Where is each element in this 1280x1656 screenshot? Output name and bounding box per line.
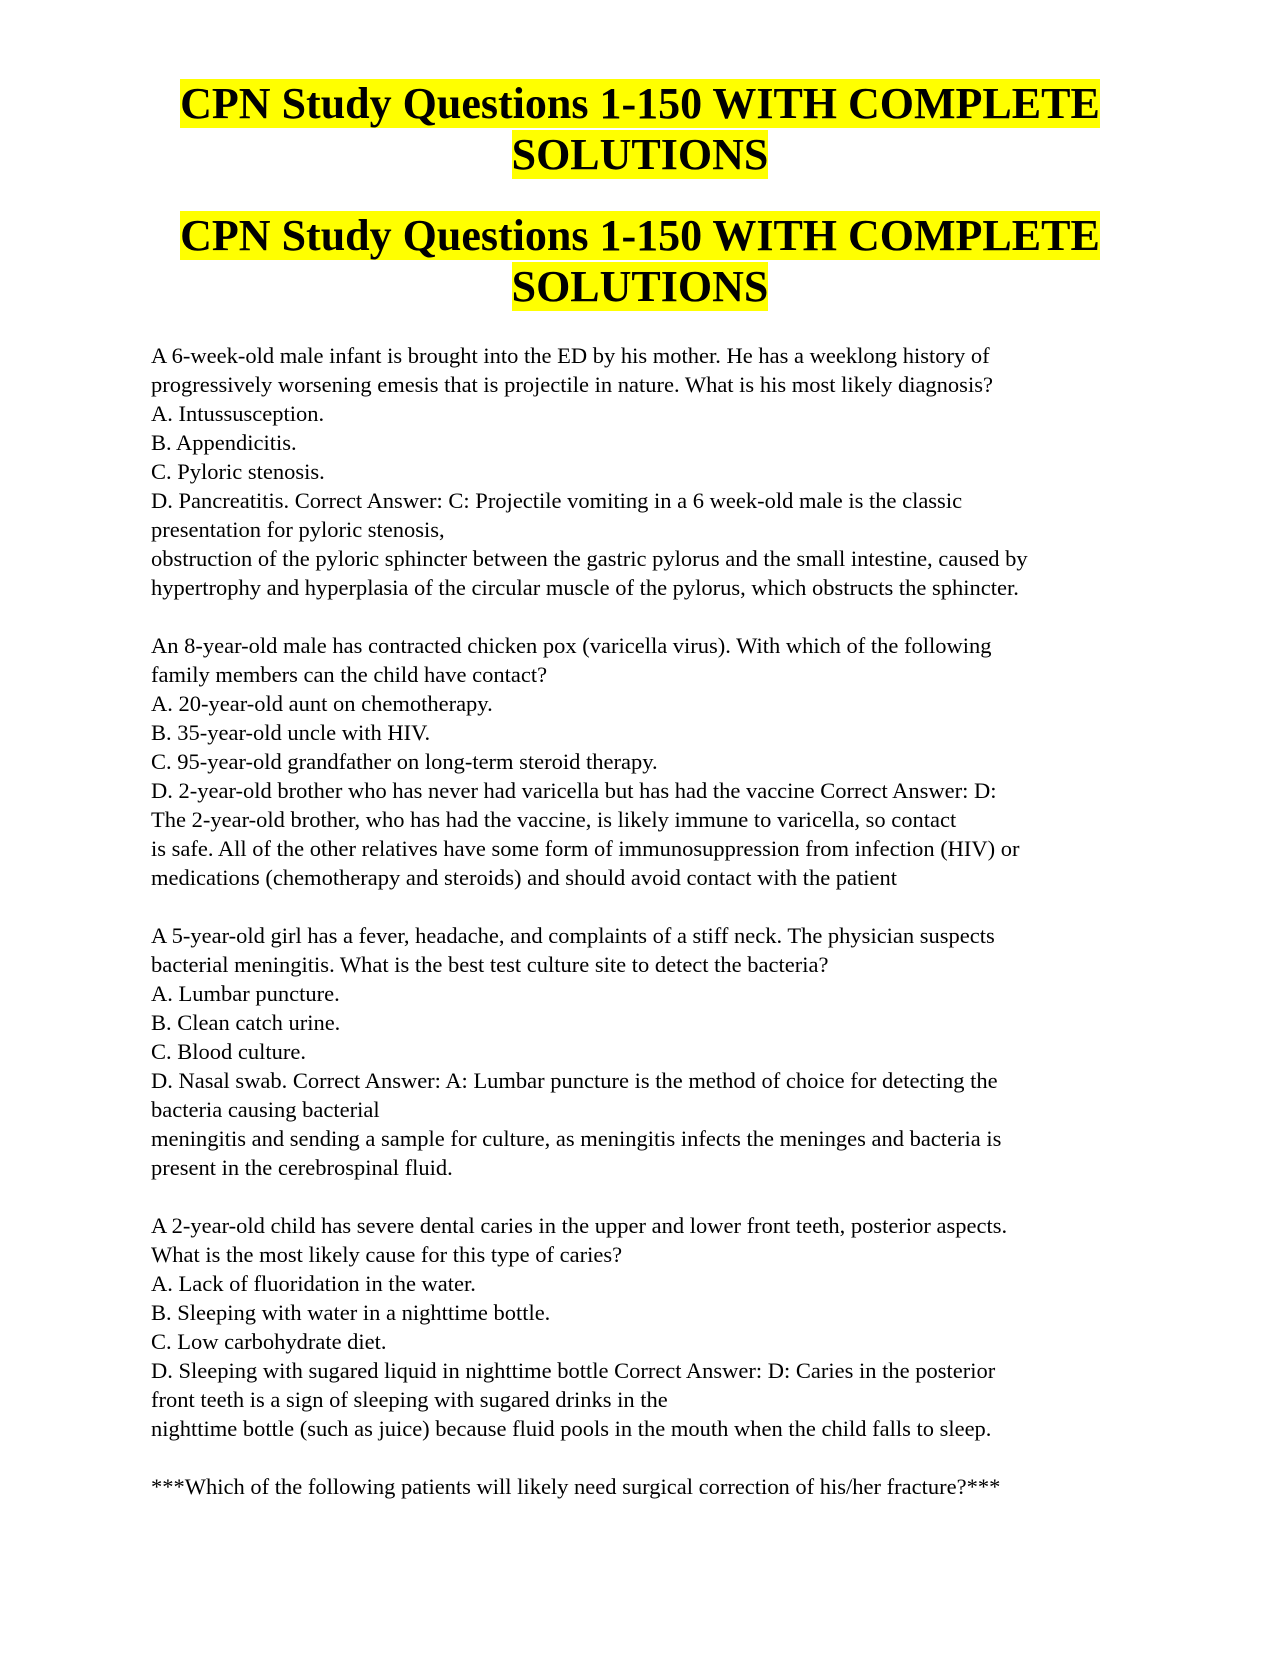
question-line: presentation for pyloric stenosis,: [151, 517, 445, 542]
question-line: bacteria causing bacterial: [151, 1097, 380, 1122]
question-line: The 2-year-old brother, who has had the vaccine, is likely immune to varicella, so contact: [151, 807, 957, 832]
question-line: A. Intussusception.: [151, 401, 325, 426]
question-block: [151, 921, 1151, 1182]
question-line: B. Clean catch urine.: [151, 1010, 341, 1035]
document-title-repeat: [100, 210, 1180, 312]
question-line: medications (chemotherapy and steroids) and should avoid contact with the patient: [151, 865, 898, 890]
question-line: C. Blood culture.: [151, 1039, 306, 1064]
question-line: A 2-year-old child has severe dental caries in the upper and lower front teeth, posterior aspects.: [151, 1213, 1008, 1238]
question-line: B. Sleeping with water in a nighttime bottle.: [151, 1300, 551, 1325]
question-block: [151, 341, 1151, 602]
question-line: D. 2-year-old brother who has never had varicella but has had the vaccine Correct Answer: D:: [151, 778, 997, 803]
question-line: D. Nasal swab. Correct Answer: A: Lumbar puncture is the method of choice for detecting the: [151, 1068, 998, 1093]
question-line: ***Which of the following patients will likely need surgical correction of his/her fracture?***: [151, 1474, 1001, 1499]
question-line: C. 95-year-old grandfather on long-term steroid therapy.: [151, 749, 658, 774]
question-line: hypertrophy and hyperplasia of the circular muscle of the pylorus, which obstructs the sphincter.: [151, 575, 1019, 600]
document-title: [100, 78, 1180, 180]
document-title-text: CPN Study Questions 1-150 WITH COMPLETE SOLUTIONS: [180, 79, 1100, 179]
question-line: A 6-week-old male infant is brought into the ED by his mother. He has a weeklong history of: [151, 343, 990, 368]
question-line: obstruction of the pyloric sphincter between the gastric pylorus and the small intestine, caused by: [151, 546, 1028, 571]
question-line: nighttime bottle (such as juice) because fluid pools in the mouth when the child falls to sleep.: [151, 1416, 992, 1441]
question-line: bacterial meningitis. What is the best test culture site to detect the bacteria?: [151, 952, 829, 977]
question-line: C. Low carbohydrate diet.: [151, 1329, 387, 1354]
question-line: A. 20-year-old aunt on chemotherapy.: [151, 691, 493, 716]
questions-body: [151, 341, 1151, 1530]
question-line: is safe. All of the other relatives have some form of immunosuppression from infection (HIV) or: [151, 836, 1020, 861]
question-line: A. Lack of fluoridation in the water.: [151, 1271, 476, 1296]
question-line: meningitis and sending a sample for culture, as meningitis infects the meninges and bacteria is: [151, 1126, 1002, 1151]
question-line: An 8-year-old male has contracted chicken pox (varicella virus). With which of the following: [151, 633, 992, 658]
question-line: progressively worsening emesis that is projectile in nature. What is his most likely diagnosis?: [151, 372, 993, 397]
question-line: What is the most likely cause for this type of caries?: [151, 1242, 623, 1267]
question-block: [151, 631, 1151, 892]
question-line: family members can the child have contact?: [151, 662, 548, 687]
question-line: A. Lumbar puncture.: [151, 981, 340, 1006]
document-title-repeat-text: CPN Study Questions 1-150 WITH COMPLETE SOLUTIONS: [180, 211, 1100, 311]
question-line: D. Pancreatitis. Correct Answer: C: Projectile vomiting in a 6 week-old male is the classic: [151, 488, 963, 513]
question-block: [151, 1472, 1151, 1501]
question-line: D. Sleeping with sugared liquid in nighttime bottle Correct Answer: D: Caries in the posterior: [151, 1358, 996, 1383]
question-line: B. 35-year-old uncle with HIV.: [151, 720, 431, 745]
question-line: present in the cerebrospinal fluid.: [151, 1155, 453, 1180]
question-line: A 5-year-old girl has a fever, headache, and complaints of a stiff neck. The physician suspects: [151, 923, 995, 948]
question-line: front teeth is a sign of sleeping with sugared drinks in the: [151, 1387, 668, 1412]
question-line: C. Pyloric stenosis.: [151, 459, 325, 484]
question-line: B. Appendicitis.: [151, 430, 297, 455]
question-block: [151, 1211, 1151, 1443]
